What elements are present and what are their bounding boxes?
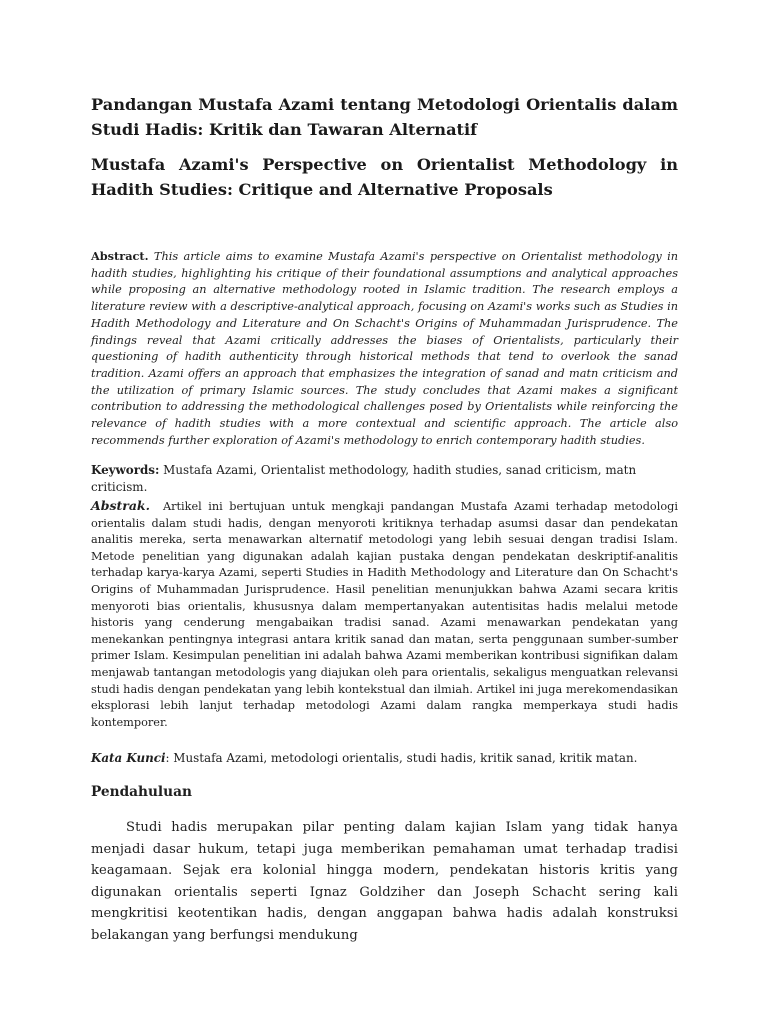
abstract-body: This article aims to examine Mustafa Azami's perspective on Orientalist methodology in hadith studies, highlighting his critique of their foundational assumptions and analytical approaches while proposing an alternative methodology rooted in Islamic tradition. The research employs a literature review with a descriptive-analytical approach, focusing on Azami's works such as Studies in Hadith Methodology and Literature and On Schacht's Origins of Muhammadan Jurisprudence. The findings reveal that Azami critically addresses the biases of Orientalists, particularly their questioning of hadith authenticity through historical methods that tend to overlook the sanad tradition. Azami offers an approach that emphasizes the integration of sanad and matn criticism and the utilization of primary Islamic sources. The study concludes that Azami makes a significant contribution to addressing the methodological challenges posed by Orientalists while reinforcing the relevance of hadith studies with a more contextual and scientific approach. The article also recommends further exploration of Azami's methodology to enrich contemporary hadith studies.: [91, 250, 678, 447]
keywords-text: Mustafa Azami, Orientalist methodology, hadith studies, sanad criticism, matn criticism.: [91, 463, 637, 494]
abstrak-body: Artikel ini bertujuan untuk mengkaji pandangan Mustafa Azami terhadap metodologi orientalis dalam studi hadis, dengan menyoroti kritiknya terhadap asumsi dasar dan pendekatan analitis mereka, serta menawarkan alternatif metodologi yang lebih sesuai dengan tradisi Islam. Metode penelitian yang digunakan adalah kajian pustaka dengan pendekatan deskriptif-analitis terhadap karya-karya Azami, seperti Studies in Hadith Methodology and Literature dan On Schacht's Origins of Muhammadan Jurisprudence. Hasil penelitian menunjukkan bahwa Azami secara kritis menyoroti bias orientalis, khususnya dalam mempertanyakan autentisitas hadis melalui metode historis yang cenderung mengabaikan tradisi sanad. Azami menawarkan pendekatan yang menekankan pentingnya integrasi antara kritik sanad dan matan, serta penggunaan sumber-sumber primer Islam. Kesimpulan penelitian ini adalah bahwa Azami memberikan kontribusi signifikan dalam menjawab tantangan metodologis yang diajukan oleh para orientalis, sekaligus menguatkan relevansi studi hadis dengan pendekatan yang lebih kontekstual dan ilmiah. Artikel ini juga merekomendasikan eksplorasi lebih lanjut terhadap metodologi Azami dalam rangka memperkaya studi hadis kontemporer.: [91, 500, 678, 729]
section-heading-pendahuluan: Pendahuluan: [91, 784, 192, 800]
abstract-english: [91, 248, 678, 449]
abstract-label: Abstract.: [91, 249, 149, 263]
intro-paragraph: Studi hadis merupakan pilar penting dalam kajian Islam yang tidak hanya menjadi dasar hukum, tetapi juga memberikan pemahaman umat terhadap tradisi keagamaan. Sejak era kolonial hingga modern, pendekatan historis kritis yang digunakan orientalis seperti Ignaz Goldziher dan Joseph Schacht sering kali mengkritisi keotentikan hadis, dengan anggapan bahwa hadis adalah konstruksi belakangan yang berfungsi mendukung: [91, 820, 678, 943]
abstract-indonesian: [91, 498, 678, 731]
title-indonesian: Pandangan Mustafa Azami tentang Metodologi Orientalis dalam Studi Hadis: Kritik dan Tawaran Alternatif: [91, 95, 678, 139]
title-english: Mustafa Azami's Perspective on Orientalist Methodology in Hadith Studies: Critique and Alternative Proposals: [91, 155, 678, 199]
abstrak-label: Abstrak.: [91, 498, 150, 513]
kata-kunci-text: : Mustafa Azami, metodologi orientalis, studi hadis, kritik sanad, kritik matan.: [165, 751, 638, 765]
kata-kunci-label: Kata Kunci: [91, 751, 166, 765]
keywords-label: Keywords:: [91, 463, 160, 477]
keywords-indonesian: [91, 750, 678, 767]
keywords-english: [91, 462, 678, 496]
